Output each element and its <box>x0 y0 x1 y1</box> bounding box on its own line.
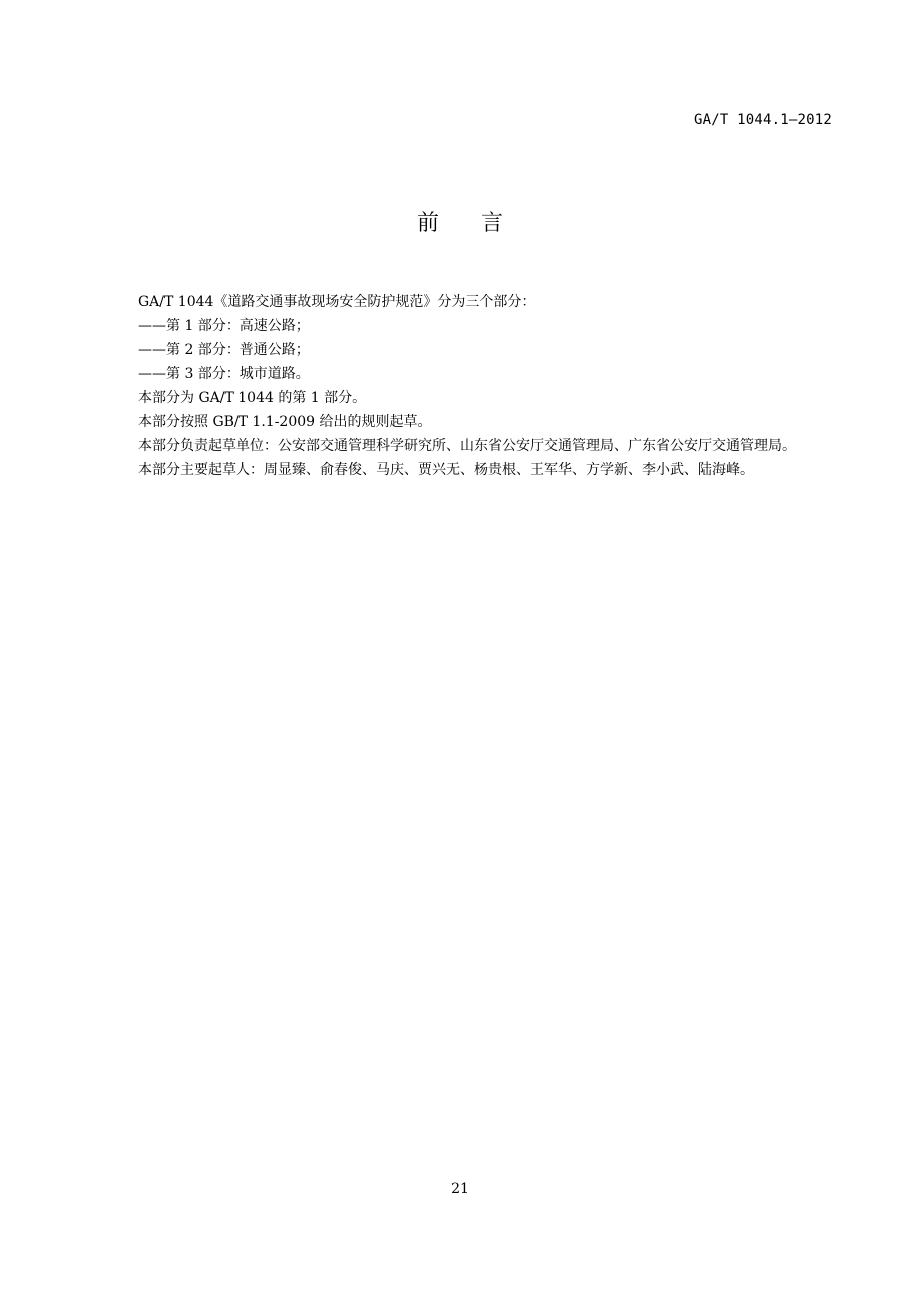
paragraph-drafting-units: 本部分负责起草单位：公安部交通管理科学研究所、山东省公安厅交通管理局、广东省公安厅交通管理局。 <box>138 438 796 454</box>
paragraph-drafters: 本部分主要起草人：周显臻、俞春俊、马庆、贾兴无、杨贵根、王军华、方学新、李小武、陆海峰。 <box>138 462 754 478</box>
paragraph-current-part: 本部分为 GA/T 1044 的第 1 部分。 <box>138 390 367 406</box>
page-title: 前言 <box>416 211 545 236</box>
standard-code: GA/T 1044.1—2012 <box>693 112 832 128</box>
paragraph-part-3: ——第 3 部分：城市道路。 <box>138 366 310 382</box>
page-number: 21 <box>451 1181 469 1197</box>
paragraph-structure-intro: GA/T 1044《道路交通事故现场安全防护规范》分为三个部分： <box>138 294 536 310</box>
paragraph-part-1: ——第 1 部分：高速公路； <box>138 318 310 334</box>
paragraph-drafting-rules: 本部分按照 GB/T 1.1-2009 给出的规则起草。 <box>138 414 432 430</box>
paragraph-part-2: ——第 2 部分：普通公路； <box>138 342 310 358</box>
foreword-body <box>110 290 832 482</box>
